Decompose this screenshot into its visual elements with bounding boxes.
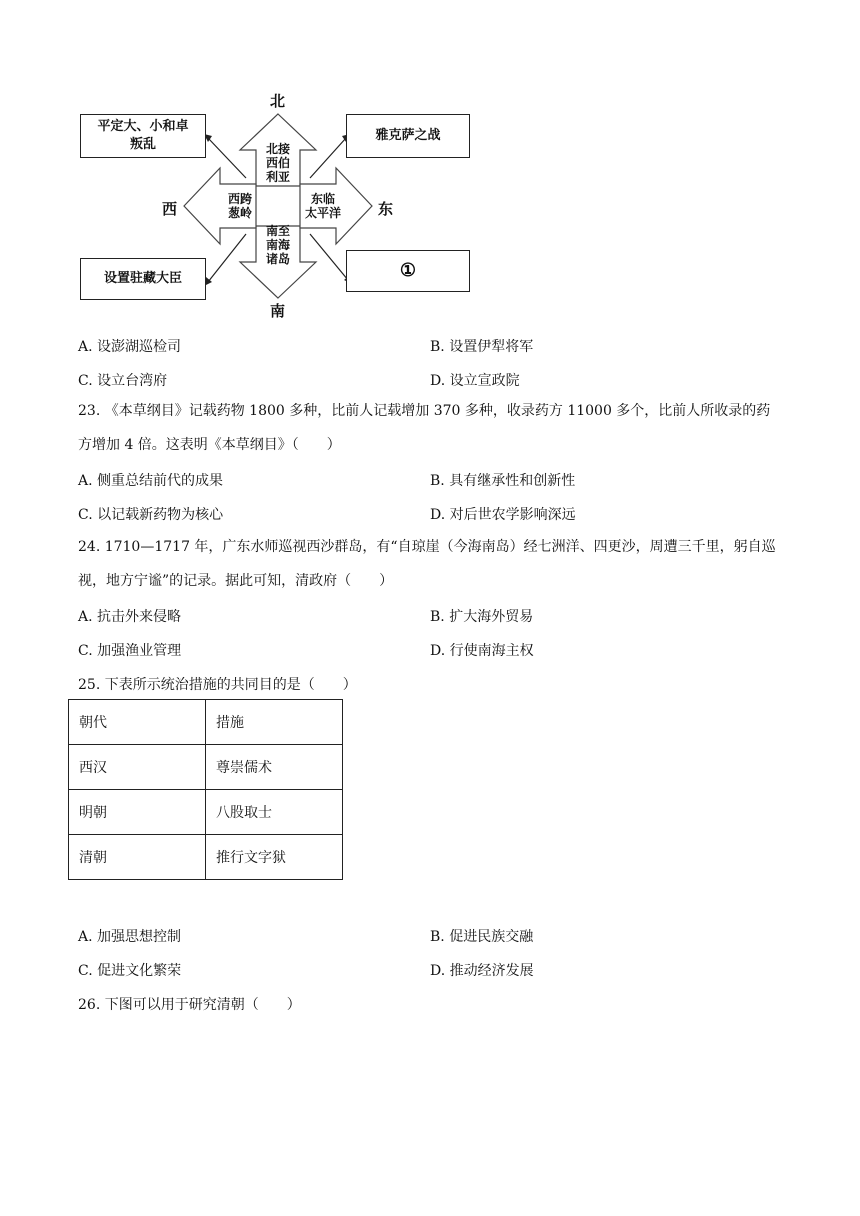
table-row bbox=[69, 700, 343, 745]
q22-option-b[interactable]: B. 设置伊犁将军 bbox=[430, 339, 534, 355]
table-cell: 尊崇儒术 bbox=[206, 745, 343, 790]
box-northeast: 雅克萨之战 bbox=[346, 114, 470, 158]
q22-option-d[interactable]: D. 设立宣政院 bbox=[430, 373, 520, 389]
table-cell: 推行文字狱 bbox=[206, 835, 343, 880]
table-header-measure: 措施 bbox=[206, 700, 343, 745]
table-row bbox=[69, 835, 343, 880]
direction-north: 北 bbox=[270, 92, 286, 110]
q23-option-c[interactable]: C. 以记载新药物为核心 bbox=[78, 507, 224, 523]
box-southeast: ① bbox=[346, 250, 470, 292]
q25-option-c[interactable]: C. 促进文化繁荣 bbox=[78, 963, 182, 979]
q23-option-b[interactable]: B. 具有继承性和创新性 bbox=[430, 473, 576, 489]
q22-option-a[interactable]: A. 设澎湖巡检司 bbox=[78, 339, 182, 355]
arm-east-text: 东临 太平洋 bbox=[304, 192, 341, 220]
direction-south: 南 bbox=[270, 302, 286, 320]
q24-stem: 24. 1710—1717 年，广东水师巡视西沙群岛，有“自琼崖（今海南岛）经七洲洋、四更沙，周遭三千里，躬自巡视，地方宁谧”的记录。据此可知，清政府（ ） bbox=[78, 539, 776, 589]
q23-stem: 23. 《本草纲目》记载药物 1800 多种，比前人记载增加 370 多种，收录药方 11000 多个，比前人所收录的药方增加 4 倍。这表明《本草纲目》（ ） bbox=[78, 403, 771, 453]
q26-stem: 26. 下图可以用于研究清朝（ ） bbox=[78, 997, 301, 1013]
box-northwest: 平定大、小和卓 叛乱 bbox=[80, 114, 206, 158]
arm-west-text: 西跨 葱岭 bbox=[227, 192, 252, 220]
q24-option-b[interactable]: B. 扩大海外贸易 bbox=[430, 609, 534, 625]
arm-north-text: 北接 西伯 利亚 bbox=[265, 142, 290, 184]
arm-south-text: 南至 南海 诸岛 bbox=[265, 224, 290, 266]
q25-table bbox=[68, 699, 343, 880]
q24-option-c[interactable]: C. 加强渔业管理 bbox=[78, 643, 182, 659]
q24-option-d[interactable]: D. 行使南海主权 bbox=[430, 643, 534, 659]
table-cell: 西汉 bbox=[69, 745, 206, 790]
table-cell: 明朝 bbox=[69, 790, 206, 835]
q23-option-a[interactable]: A. 侧重总结前代的成果 bbox=[78, 473, 224, 489]
table-header-dynasty: 朝代 bbox=[69, 700, 206, 745]
table-cell: 清朝 bbox=[69, 835, 206, 880]
table-cell: 八股取士 bbox=[206, 790, 343, 835]
q23-option-d[interactable]: D. 对后世农学影响深远 bbox=[430, 507, 576, 523]
direction-west: 西 bbox=[162, 200, 178, 218]
q25-option-d[interactable]: D. 推动经济发展 bbox=[430, 963, 534, 979]
table-row bbox=[69, 745, 343, 790]
box-southwest: 设置驻藏大臣 bbox=[80, 258, 206, 300]
direction-east: 东 bbox=[378, 200, 394, 218]
q25-option-a[interactable]: A. 加强思想控制 bbox=[78, 929, 182, 945]
q25-stem: 25. 下表所示统治措施的共同目的是（ ） bbox=[78, 677, 357, 693]
territory-diagram bbox=[78, 86, 478, 326]
q24-option-a[interactable]: A. 抗击外来侵略 bbox=[78, 609, 182, 625]
table-row bbox=[69, 790, 343, 835]
q25-option-b[interactable]: B. 促进民族交融 bbox=[430, 929, 534, 945]
q22-option-c[interactable]: C. 设立台湾府 bbox=[78, 373, 168, 389]
